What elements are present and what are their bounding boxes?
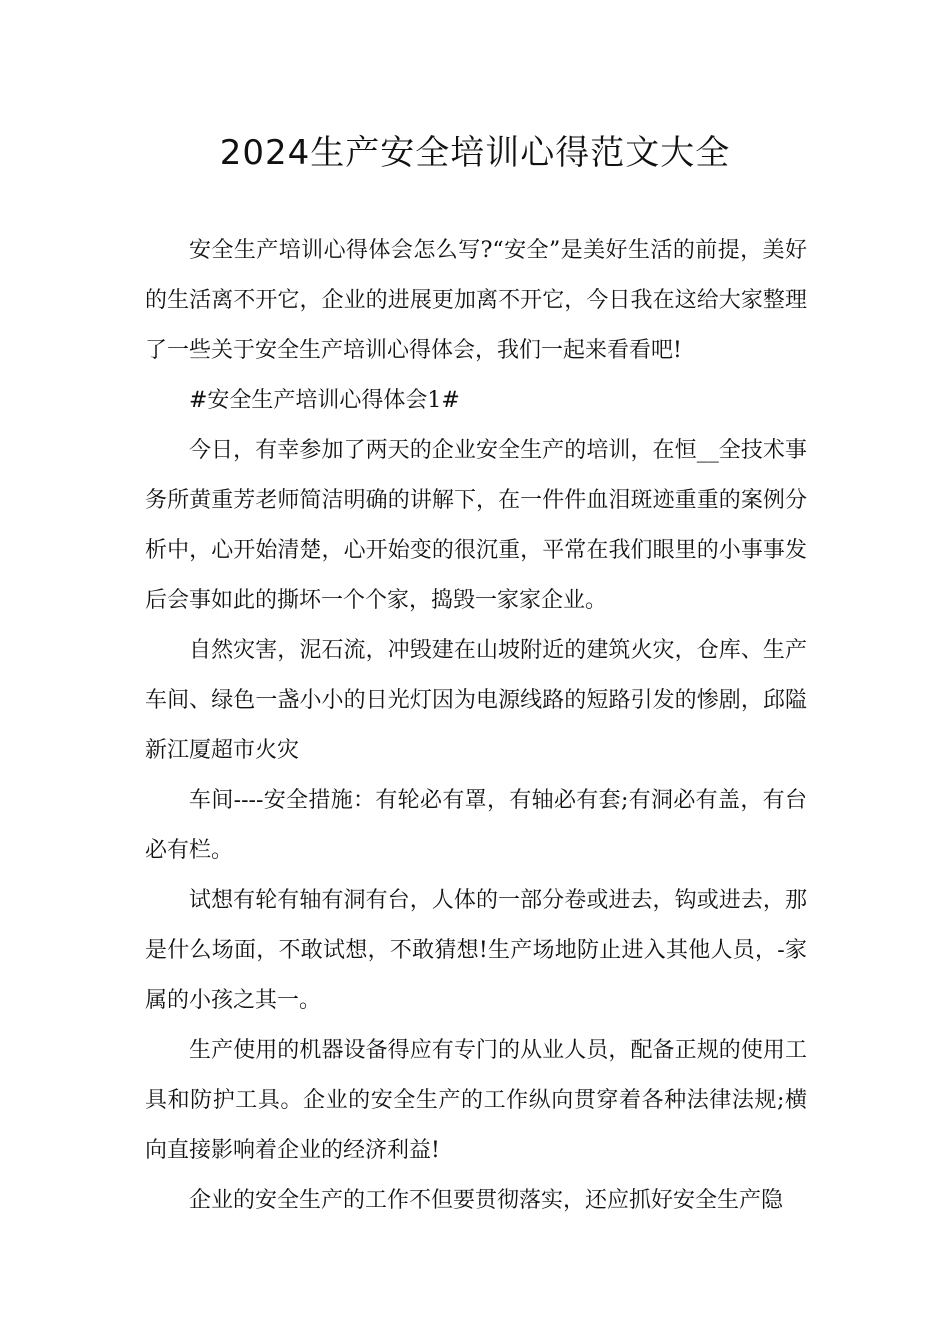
paragraph-disasters: 自然灾害，泥石流，冲毁建在山坡附近的建筑火灾，仓库、生产车间、绿色一盏小小的日光灯因为电源线路的短路引发的惨剧，邱隘新江厦超市火灾 xyxy=(145,638,807,763)
paragraph-training: 今日，有幸参加了两天的企业安全生产的培训，在恒__全技术事务所黄重芳老师简洁明确的讲解下，在一件件血泪斑迹重重的案例分析中，心开始清楚，心开始变的很沉重，平常在我们眼里的小事事发后会事如此的撕坏一个个家，捣毁一家家企业。 xyxy=(145,438,807,613)
paragraph-workshop-measures: 车间----安全措施：有轮必有罩，有轴必有套;有洞必有盖，有台必有栏。 xyxy=(145,788,807,863)
section-heading-1: #安全生产培训心得体会1# xyxy=(189,388,460,413)
document-title: 2024生产安全培训心得范文大全 xyxy=(219,133,731,173)
document-body xyxy=(145,226,807,1226)
paragraph-intro: 安全生产培训心得体会怎么写?“安全”是美好生活的前提，美好的生活离不开它，企业的进展更加离不开它，今日我在这给大家整理了一些关于安全生产培训心得体会，我们一起来看看吧! xyxy=(145,238,807,363)
paragraph-implementation: 企业的安全生产的工作不但要贯彻落实，还应抓好安全生产隐 xyxy=(189,1188,784,1213)
paragraph-equipment: 生产使用的机器设备得应有专门的从业人员，配备正规的使用工具和防护工具。企业的安全生产的工作纵向贯穿着各种法律法规;横向直接影响着企业的经济利益! xyxy=(145,1038,807,1163)
paragraph-imagine: 试想有轮有轴有洞有台，人体的一部分卷或进去，钩或进去，那是什么场面，不敢试想，不敢猜想!生产场地防止进入其他人员，-家属的小孩之其一。 xyxy=(145,888,807,1013)
